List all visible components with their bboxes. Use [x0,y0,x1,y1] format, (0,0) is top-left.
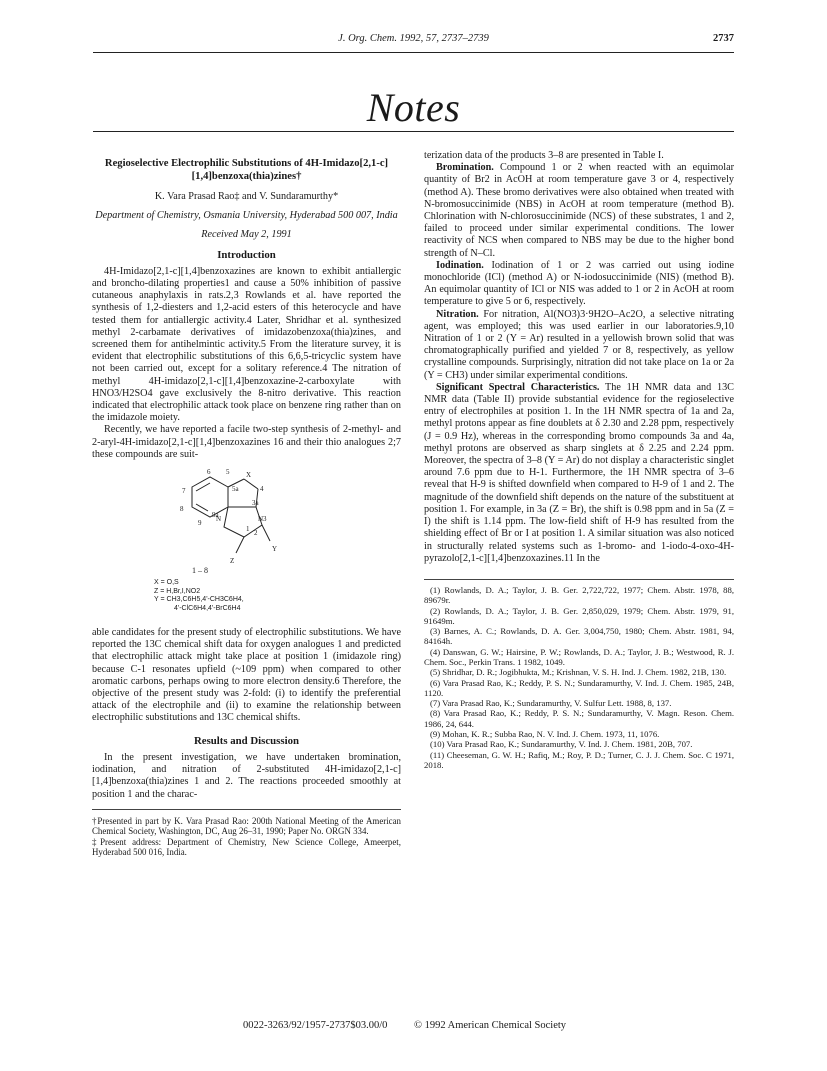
left-column [92,150,401,858]
bromination-paragraph [424,162,734,260]
iodination-text: Iodination of 1 or 2 was carried out using iodine monochloride (ICl) (method A) or N-iodosuccinimide (NIS) (method B). An equimolar quantity of ICl or NIS was added to 1 or 2 in AcOH at room temperature to give 5 or 6, respectively. [424,259,735,308]
svg-text:5a: 5a [232,485,239,494]
intro-heading: Introduction [217,248,276,261]
legend-y-1: Y = CH3,C6H5,4'-CH3C6H4, [154,596,244,604]
article-authors: K. Vara Prasad Rao‡ and V. Sundaramurthy* [154,191,339,202]
svg-text:Y: Y [272,545,278,554]
svg-text:X: X [246,471,252,480]
compound-label: 1 – 8 [192,566,208,576]
spectral-paragraph [424,382,734,565]
copyright: © 1992 American Chemical Society [414,1020,567,1031]
reference-item: (4) Danswan, G. W.; Hairsine, P. W.; Rowlands, D. A.; Taylor, J. B.; Westwood, R. J. Chem. Soc., Perkin Trans. 1 1982, 1049. [424,646,734,667]
svg-text:6: 6 [207,469,211,477]
reference-item: (3) Barnes, A. C.; Rowlands, D. A. Ger. 3,004,750, 1980; Chem. Abstr. 1981, 94, 84164h. [424,626,734,647]
reference-item: (8) Vara Prasad Rao, K.; Reddy, P. S. N.; Sundaramurthy, V. Magn. Reson. Chem. 1986, 24, 644. [424,708,734,729]
journal-citation: J. Org. Chem. 1992, 57, 2737–2739 [338,33,489,44]
reference-item: (5) Shridhar, D. R.; Jogibhukta, M.; Krishnan, V. S. H. Ind. J. Chem. 1982, 21B, 130. [430,667,727,678]
legend-y-2: 4'-ClC6H4,4'-BrC6H4 [174,604,241,612]
right-paragraph-0: terization data of the products 3–8 are presented in Table I. [424,150,664,161]
svg-text:4: 4 [260,485,264,494]
svg-text:7: 7 [182,487,186,496]
iodination-paragraph [424,260,734,309]
intro-paragraph-3: able candidates for the present study of electrophilic substitutions. We have reported the 13C chemical shift data for oxygen analogues 1 and predicted that electrophilic attack might take place at position 1 (imidazole ring) because C-1 resonates upfield (~109 ppm) when compared to other aromatic carbons, perhaps owing to more electron density.6 Therefore, the objective of the present study was 2-fold: (i) to identify the preferential attack of the electrophile and (ii) to examine the relationship between electrophilic substitutions and 13C chemical shifts. [92,627,401,724]
svg-text:1: 1 [246,525,250,534]
svg-text:2: 2 [254,529,258,538]
spectral-label: Significant Spectral Characteristics. [436,381,600,393]
svg-text:N: N [216,515,222,524]
svg-text:9: 9 [198,519,202,528]
nitration-label: Nitration. [436,308,479,320]
bromination-text: Compound 1 or 2 when reacted with an equimolar quantity of Br2 in AcOH at room temperature gave 3 or 4, respectively (method A). These bromo derivatives were also obtained when treated with N-bromosuccinimide (NBS) in AcOH at room temperature (method B). Chlorination with N-chlorosuccinimide (NCS) of these substrates, 1 and 2, failed to proceed under similar experimental conditions. The lower reactivity of NCS when compared to NBS may be due to the higher bond strength of N–Cl. [424,162,734,259]
legend-z: Z = H,Br,I,NO2 [154,587,201,595]
structure-legend [154,579,244,613]
bromination-label: Bromination. [436,162,494,174]
author-footnotes [92,809,401,858]
right-column [424,150,734,770]
reference-item: (10) Vara Prasad Rao, K.; Sundaramurthy, V. Ind. J. Chem. 1981, 20B, 707. [430,739,693,750]
spectral-text: The 1H NMR data and 13C NMR data (Table II) provide substantial evidence for the regioselective entry of electrophiles at position 1. In the 1H NMR spectra of 1a and 2a, methyl protons appear as fine doublets at δ 2.30 and 2.28 ppm, respectively (J = 0.9 Hz), whereas in the corresponding bromo compounds 3a and 4a, methyl protons are observed as sharp singlets at δ 2.25 and 2.24 ppm. Moreover, the spectra of 3–8 (Y = Ar) do not display a characteristic singlet around 7.6 ppm due to H-1. Furthermore, the 1H NMR spectra of 3–6 reveal that H-9 is shifted downfield when compared to H-9 of 1 and 2. The magnitude of the downfield shift depends on the nature of the substituent at position 1. For example, in 3a (Z = Br), the shift is 0.98 ppm and in 5a (Z = I) the shift is 1.14 ppm. The low-field shift of H-9 has resulted from the shielding effect of Br or I at position 1. A similar situation was also noticed in structurally related systems such as 1-bromo- and 1-iodo-4-oxo-4H-pyrazolo[2,1-c][1,4]benzoxazines.11 In the [424,381,734,564]
intro-paragraph-2: Recently, we have reported a facile two-step synthesis of 2-methyl- and 2-aryl-4H-imidazo[2,1-c][1,4]benzoxazines 16 and their thio analogues 2;7 these compounds are suit- [92,424,401,460]
header-rule [93,52,734,53]
iodination-label: Iodination. [436,259,484,271]
reference-item: (6) Vara Prasad Rao, K.; Reddy, P. S. N.; Sundaramurthy, V. Ind. J. Chem. 1985, 24B, 1120. [424,677,734,698]
footnote-address: ‡Present address: Department of Chemistry, New Science College, Ameerpet, Hyderabad 500 016, India. [92,836,401,858]
reference-item: (1) Rowlands, D. A.; Taylor, J. B. Ger. 2,722,722, 1977; Chem. Abstr. 1978, 88, 89679r. [424,584,734,606]
reference-item: (9) Mohan, K. R.; Subba Rao, N. V. Ind. J. Chem. 1973, 11, 1076. [430,729,660,740]
legend-x: X = O,S [154,579,179,587]
article-title: Regioselective Electrophilic Substitutions of 4H-Imidazo[2,1-c][1,4]benzoxa(thia)zines† [104,158,389,182]
affiliation: Department of Chemistry, Osmania University, Hyderabad 500 007, India [95,210,398,222]
reference-item: (11) Cheeseman, G. W. H.; Rafiq, M.; Roy, P. D.; Turner, C. J. J. Chem. Soc. C 1971, 2018. [424,749,734,770]
issn-price: 0022-3263/92/1957-2737$03.00/0 [243,1020,388,1031]
nitration-text: For nitration, Al(NO3)3·9H2O–Ac2O, a selective nitrating agent, was employed; this was used earlier in our laboratories.9,10 Nitration of 1 or 2 (Y = Ar) resulted in a yellowish brown solid that was chromatographically purified and yielded 7 or 8, respectively, as yellow crystalline compounds. Surprisingly, nitration did not take place on 1a or 2a (Y = CH3) under similar experimental conditions. [424,308,735,381]
chemical-structure [92,469,401,621]
running-head [0,33,827,47]
svg-text:9a: 9a [212,511,219,520]
results-heading: Results and Discussion [193,734,299,747]
footnote-presented: †Presented in part by K. Vara Prasad Rao: 200th National Meeting of the American Chemical Society, Washington, DC, Aug 26–31, 1990; Paper No. ORGN 334. [92,815,401,837]
nitration-paragraph [424,309,734,382]
svg-text:Z: Z [230,557,235,566]
section-rule [93,131,734,132]
page-number: 2737 [713,33,734,44]
reference-list [424,579,734,770]
results-paragraph-1: In the present investigation, we have undertaken bromination, iodination, and nitration of 2-substituted 4H-imidazo[2,1-c][1,4]benzoxa(thia)zines 1 and 2. The reactions proceeded smoothly at position 1 and the charac- [92,751,401,800]
svg-text:3a: 3a [252,499,259,508]
reference-item: (2) Rowlands, D. A.; Taylor, J. B. Ger. 2,850,029, 1979; Chem. Abstr. 1979, 91, 91649m. [424,605,734,626]
reference-item: (7) Vara Prasad Rao, K.; Sundaramurthy, V. Sulfur Lett. 1988, 8, 137. [430,698,672,709]
svg-text:N3: N3 [258,515,267,524]
svg-text:5: 5 [226,469,230,477]
section-title: Notes [366,85,461,130]
intro-paragraph-1: 4H-Imidazo[2,1-c][1,4]benzoxazines are known to exhibit antiallergic and broncho-dilating properties1 and cause a 50% inhibition of passive cutaneous anaphylaxis in rats.2,3 Rowlands et al. have reported the synthesis of 1,2-diesters and 1,2-acid esters of this heterocycle and have tested them for antiallergic activity.4 Later, Shridhar et al. synthesized methyl 2-carbamate derivatives of imidazobenzoxa(thia)zines, and screened them for antihelmintic activity.5 From the literature survey, it is evident that electrophilic substitutions of this 6,6,5-tricyclic system have not been carried out, except for a solitary reference.4 The nitration of methyl 4H-imidazo[2,1-c][1,4]benzoxazine-2-carboxylate with HNO3/H2SO4 gave exclusively the 8-nitro derivative. This reaction indicated that electrophilic attack took place on benzene ring rather than on the imidazole moiety. [92,265,401,424]
svg-text:8: 8 [180,505,184,514]
received-date: Received May 2, 1991 [201,229,292,241]
